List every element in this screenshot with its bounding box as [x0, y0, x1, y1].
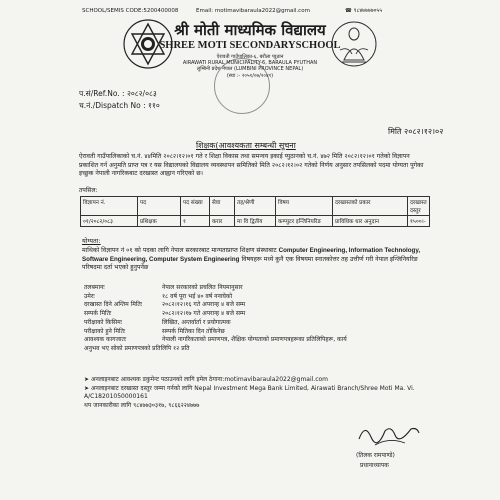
details-list [84, 284, 434, 354]
table-cell: १५००।- [408, 216, 430, 227]
table-cell: प्राविधिक धार अनुदान [333, 216, 408, 227]
detail-value: २०८२।१२।१६ गते अपरान्ह ४ बजे सम्म [162, 301, 246, 309]
table-header: सेवा [210, 197, 235, 216]
school-phone: ☎ ९८४७७७७०५५ [345, 8, 383, 14]
detail-label: तलबमानः [84, 284, 105, 291]
school-title-nepali: श्री मोती माध्यमिक विद्यालय [174, 21, 326, 39]
table-cell: ०१/२०८२/०८३ [81, 216, 138, 227]
detail-label: परीक्षाको किसिमः [84, 318, 122, 326]
bullet-item: ➤ अनलाइनबाट दरखास्त दस्तुर जम्मा गर्नको लागि Nepal Investment Mega Bank Limited, Airawati Branch/Shree Moti Ma. Vi. A/C18201050000161 [84, 384, 415, 401]
detail-label: सम्पर्क मितिः [84, 310, 112, 318]
qualification-text-after: विषयहरू मध्ये कुनै एक विषयमा स्नातकोत्तर तह उत्तीर्ण गरी नेपाल इन्जिनियरिङ परिषदमा दर्ता भएको हुनुपर्नेछ [82, 255, 418, 272]
email-instruction: अनलाइनबाट आवश्यक डकुमेन्ट पठाउनको लागि इमेल ठेगाना:motimavibaraula2022@gmail.com [90, 376, 329, 383]
detail-value: नेपाली नागरिकताको प्रमाणपत्र, शैक्षिक योग्यताको प्रमाणपत्रहरूका प्रतिलिपिहरू, कार्य [162, 336, 347, 344]
notice-date: मिति २०८२।१२।०२ [388, 127, 444, 136]
detail-row [84, 284, 434, 293]
school-stamp-seal [214, 58, 270, 114]
detail-continuation: अनुभव भए सोको प्रमाणपत्रको प्रतिलिपि १२ प्रति [84, 344, 190, 352]
contact-bullets [84, 376, 434, 410]
table-cell: प्रशिक्षक [138, 216, 181, 227]
detail-row [84, 336, 434, 345]
table-cell: मा वि द्वितीय [235, 216, 276, 227]
signatory-role: प्रधानाध्यापक [360, 462, 389, 469]
table-header: पद [138, 197, 181, 216]
detail-value: सम्पर्क मितिका दिन तोकिनेछ [162, 327, 225, 335]
qualification-text [82, 247, 434, 273]
tapasil-label: तपसिल: [79, 187, 98, 194]
address-line: AIRAWATI RURAL MUNICIPALITY-6, BARAULA PYUTHAN [182, 60, 318, 67]
qualification-subjects: Computer Engineering, Information Technology, Software Engineering, Computer System Engineering [82, 247, 421, 263]
table-header: दरखास्त दस्तुर [408, 197, 430, 216]
table-header: तह/श्रेणी [235, 197, 276, 216]
detail-label: परीक्षाको हुने मितिः [84, 327, 126, 335]
table-cell: करार [210, 216, 235, 227]
table-header-row [81, 197, 430, 216]
handwritten-signature [355, 417, 423, 449]
table-header: विषय [276, 197, 333, 216]
signatory-name: (तिलक रामपाण्डे) [356, 452, 395, 459]
detail-label: आवश्यक कागजातः [84, 336, 127, 344]
detail-label: उमेरः [84, 292, 95, 300]
intro-paragraph: ऐरावती गाउँपालिकाको च.नं. ४४मिति २०८२।१२।०१ गते र शिक्षा विकास तथा समन्वय इकाई प्युठानको च.नं. ४७२ मिति २०८२।१२।०१ गतेको विज्ञापन प्रकाशित गर्न अनुमति प्राप्त पत्र र यस विद्यालयको विद्यालय व्यवस्थापन समितिको मिति २०८२।१२।०२ गतेको निर्णय अनुसार तपसिलको पदमा योग्यता पुगेका इच्छुक नेपाली नागरिकबाट दरखास्त आह्वान गरिएको छ। [79, 153, 424, 178]
detail-row [84, 319, 434, 328]
bullet-item: ➤ अनलाइनबाट आवश्यक डकुमेन्ट पठाउनको लागि इमेल ठेगाना:motimavibaraula2022@gmail.com [84, 376, 329, 383]
table-header: पद संख्या [181, 197, 210, 216]
address-line: (स्था :- २०५१/०७/२०४९) [226, 72, 274, 79]
bullet-item [84, 402, 434, 411]
detail-row [84, 328, 434, 337]
detail-value: नेपाल सरकारको प्रचलित नियमानुसार [162, 284, 243, 291]
table-row [81, 216, 430, 227]
school-title-english: SHREE MOTI SECONDARYSCHOOL [159, 40, 341, 51]
phone-instruction: थप जानकारीका लागि ९८४७७३०३१७, ९८६६२२४७७७ [84, 401, 200, 409]
table-header: विज्ञापन नं. [81, 197, 138, 216]
table-cell: कम्प्युटर इन्जिनियरिङ [276, 216, 333, 227]
school-code: SCHOOL/SEMIS CODE:5200400008 [82, 8, 179, 14]
detail-value: १८ वर्ष पूरा भई ४० वर्ष ननाघेको [162, 292, 233, 300]
table-cell: १ [181, 216, 210, 227]
school-email: Email: motimavibaraula2022@gmail.com [196, 8, 310, 14]
address-line: लुम्बिनी प्रदेश नेपाल (LUMBINI PROVINCE NEPAL) [196, 66, 304, 73]
detail-value: लिखित, अन्तर्वार्ता र प्रयोगात्मक [162, 318, 231, 326]
qualification-title: योग्यता: [82, 237, 101, 245]
detail-value: २०८२।१२।१७ गते अपरान्ह ४ बजे सम्म [162, 310, 246, 318]
notice-title: शिक्षक(आवश्यकता सम्बन्धी सूचना [196, 141, 296, 150]
detail-row [84, 310, 434, 319]
address-line: ऐरावती गाउँपालिका-६, बरौला प्युठान [216, 54, 284, 60]
detail-label: दरखास्त दिने अन्तिम मितिः [84, 301, 142, 309]
ref-number: प.सं/Ref.No. : २०८२/०८३ [79, 89, 157, 98]
dispatch-number: च.नं./Dispatch No : ११० [79, 101, 160, 110]
bank-instruction: अनलाइनबाट दरखास्त दस्तुर जम्मा गर्नको लागि Nepal Investment Mega Bank Limited, Airawati Branch/Shree Moti Ma. Vi. A/C18201050000161 [84, 384, 415, 401]
vacancy-table [80, 196, 430, 227]
detail-row [84, 301, 434, 310]
qualification-text-before: माथिको विज्ञापन नं ०१ को पदका लागि नेपाल सरकारबाट मान्यताप्राप्त शिक्षण संस्थाबाट [82, 247, 277, 254]
table-header: दरखास्तको प्रकार [333, 197, 408, 216]
